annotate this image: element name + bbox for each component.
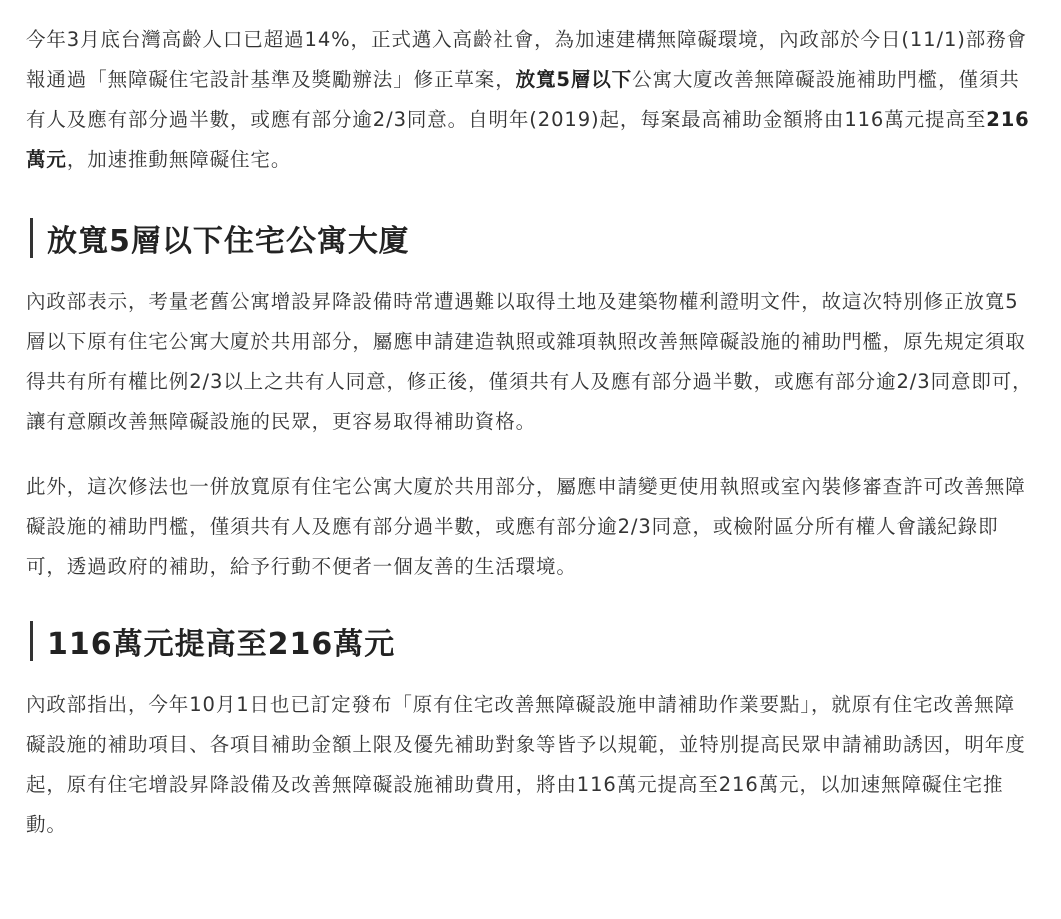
heading-bar-decoration (30, 621, 33, 661)
section1-paragraph-2: 此外，這次修法也一併放寬原有住宅公寓大廈於共用部分，屬應申請變更使用執照或室內裝修審查許可改善無障礙設施的補助門檻，僅須共有人及應有部分過半數，或應有部分逾2/3同意，或檢附區分所有權人會議紀錄即可，透過政府的補助，給予行動不便者一個友善的生活環境。 (26, 475, 1026, 578)
heading-bar-decoration (30, 218, 33, 258)
intro-paragraph (26, 20, 1035, 180)
section-heading-text: 放寬5層以下住宅公寓大廈 (47, 224, 410, 259)
section-heading-relaxation (30, 216, 1035, 260)
section-heading-subsidy-increase (30, 619, 1035, 663)
section-heading-text: 116萬元提高至216萬元 (47, 627, 396, 662)
intro-bold-threshold: 放寬5層以下 (515, 68, 633, 91)
intro-text-part1: 今年3月底台灣高齡人口已超過14%，正式邁入高齡社會，為加速建構無障礙環境，內政部於今日(11/1)部務會報通過「無障礙住宅設計基準及獎勵辦法」修正草案， (26, 28, 1027, 91)
intro-text-part3: ，加速推動無障礙住宅。 (66, 148, 292, 171)
intro-text-part2: 公寓大廈改善無障礙設施補助門檻，僅須共有人及應有部分過半數，或應有部分逾2/3同意。自明年(2019)起，每案最高補助金額將由116萬元提高至 (26, 68, 1020, 131)
section2-paragraph-1: 內政部指出，今年10月1日也已訂定發布「原有住宅改善無障礙設施申請補助作業要點」，就原有住宅改善無障礙設施的補助項目、各項目補助金額上限及優先補助對象等皆予以規範，並特別提高民眾申請補助誘因，明年度起，原有住宅增設昇降設備及改善無障礙設施補助費用，將由116萬元提高至216萬元，以加速無障礙住宅推動。 (26, 693, 1026, 836)
section1-paragraph-1: 內政部表示，考量老舊公寓增設昇降設備時常遭遇難以取得土地及建築物權利證明文件，故這次特別修正放寬5層以下原有住宅公寓大廈於共用部分，屬應申請建造執照或雜項執照改善無障礙設施的補助門檻，原先規定須取得共有所有權比例2/3以上之共有人同意，修正後，僅須共有人及應有部分過半數，或應有部分逾2/3同意即可，讓有意願改善無障礙設施的民眾，更容易取得補助資格。 (26, 290, 1033, 433)
intro-bold-amount: 216萬元 (26, 108, 1030, 171)
